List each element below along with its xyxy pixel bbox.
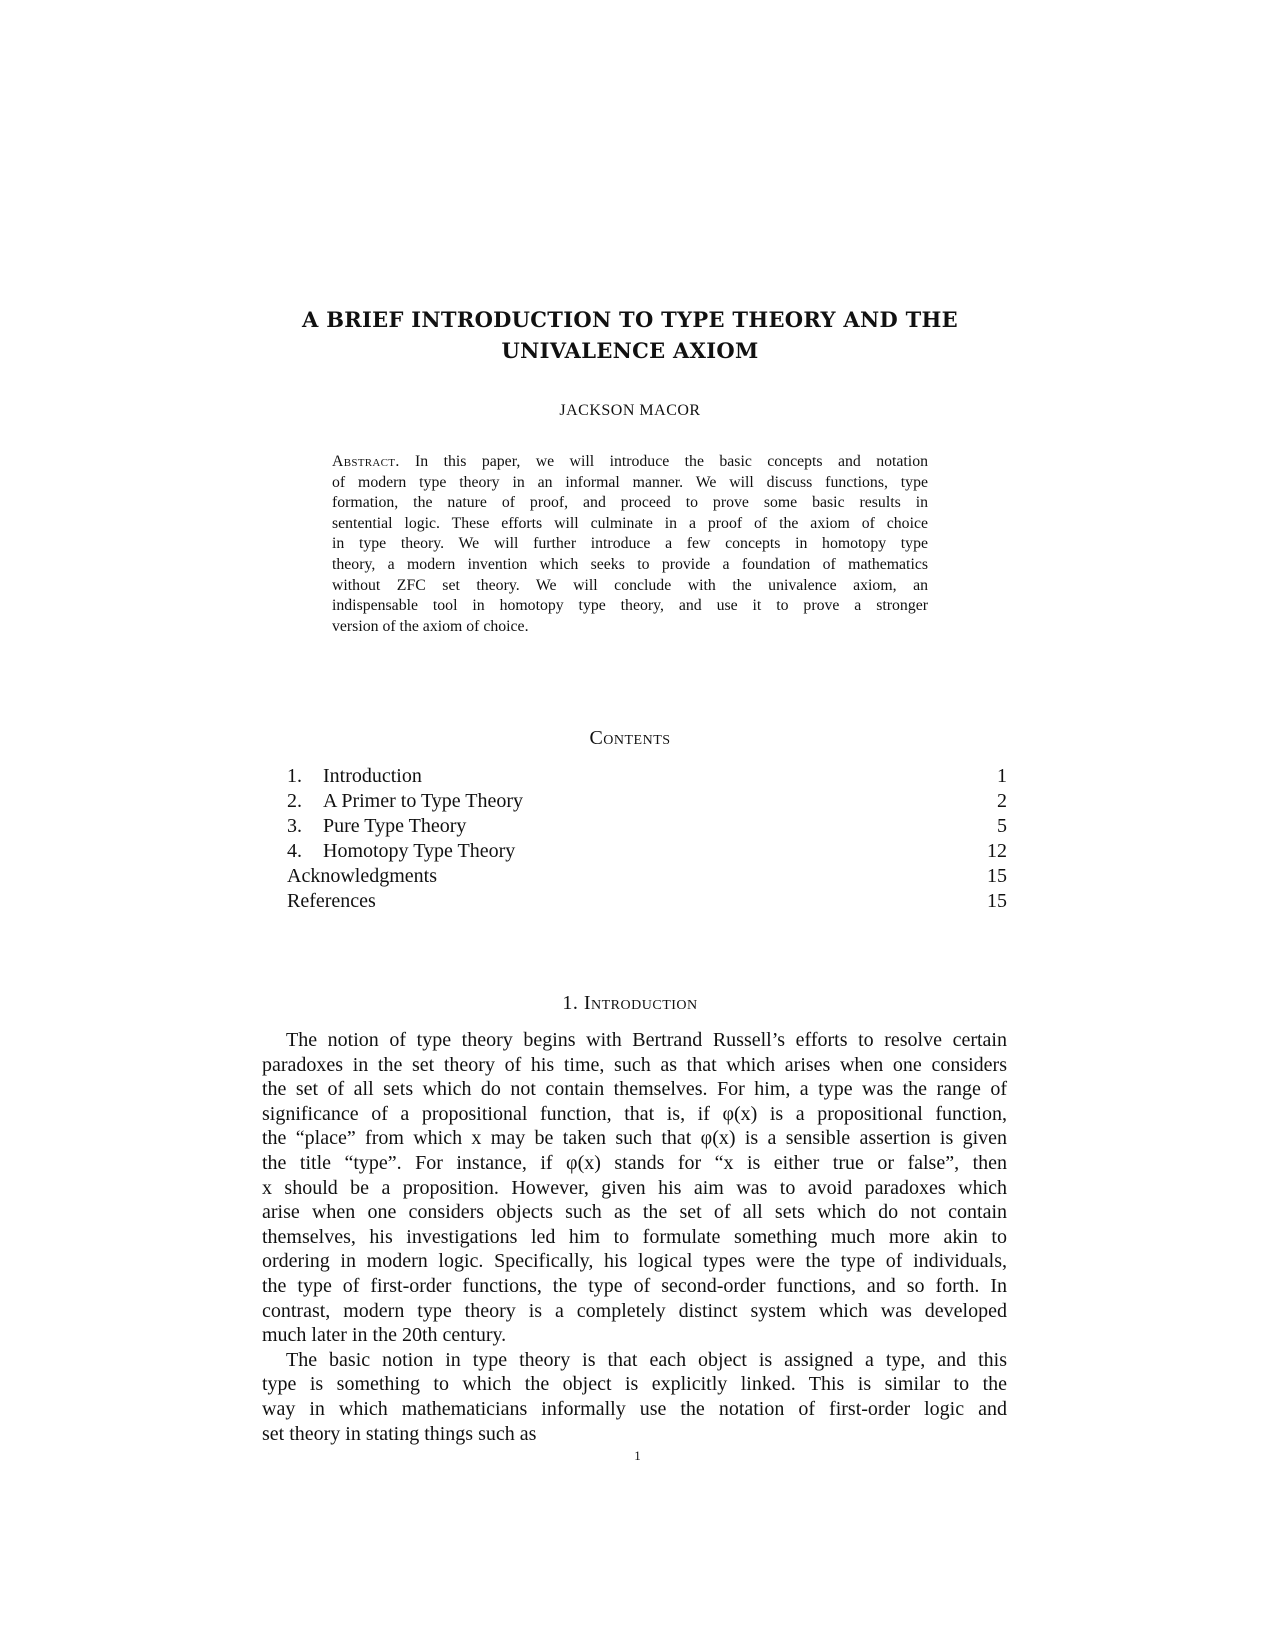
toc-entry-introduction[interactable]	[287, 764, 1007, 789]
title-line-1: A BRIEF INTRODUCTION TO TYPE THEORY AND THE	[302, 307, 958, 332]
toc-label: Homotopy Type Theory	[323, 840, 516, 862]
toc-page-number: 12	[987, 840, 1007, 862]
abstract-line: indispensable tool in homotopy type theory, and use it to prove a stronger	[332, 597, 928, 615]
toc-number: 1.	[287, 765, 302, 787]
toc-entry-acknowledgments[interactable]	[287, 864, 1007, 889]
contents-heading: Contents	[589, 727, 671, 749]
body-line: much later in the 20th century.	[262, 1324, 507, 1347]
author-name: JACKSON MACOR	[559, 402, 701, 419]
toc-page-number: 15	[987, 890, 1007, 912]
toc-number: 2.	[287, 790, 302, 812]
abstract-line: of modern type theory in an informal manner. We will discuss functions, type	[332, 473, 928, 491]
toc-entry-references[interactable]	[287, 889, 1007, 914]
abstract	[332, 452, 928, 637]
section-number: 1.	[562, 992, 579, 1014]
toc-entry-primer[interactable]	[287, 789, 1007, 814]
toc-entry-pure-type-theory[interactable]	[287, 814, 1007, 839]
abstract-line: theory, a modern invention which seeks to provide a foundation of mathematics	[332, 555, 928, 573]
page-number: 1	[634, 1448, 641, 1463]
body-line: the “place” from which x may be taken such that φ(x) is a sensible assertion is given	[262, 1127, 1007, 1150]
section-heading-introduction	[250, 992, 1010, 1015]
toc-number: 3.	[287, 815, 302, 837]
body-line: significance of a propositional function, that is, if φ(x) is a propositional function,	[262, 1102, 1007, 1125]
body-line: arise when one considers objects such as the set of all sets which do not contain	[262, 1201, 1007, 1224]
abstract-line: in type theory. We will further introduce a few concepts in homotopy type	[332, 535, 928, 553]
toc-label: A Primer to Type Theory	[323, 790, 524, 812]
abstract-line: sentential logic. These efforts will culminate in a proof of the axiom of choice	[332, 514, 928, 532]
abstract-label: Abstract.	[332, 453, 400, 470]
title-line-2: UNIVALENCE AXIOM	[501, 338, 759, 363]
body-line: the title “type”. For instance, if φ(x) stands for “x is either true or false”, then	[262, 1151, 1007, 1174]
table-of-contents	[287, 764, 1007, 914]
body-line: x should be a proposition. However, given his aim was to avoid paradoxes which	[262, 1176, 1007, 1199]
paper-title	[250, 304, 1010, 366]
section-title: Introduction	[583, 992, 698, 1014]
body-line: set theory in stating things such as	[262, 1422, 537, 1445]
body-line: themselves, his investigations led him to formulate something much more akin to	[262, 1225, 1007, 1248]
abstract-line: version of the axiom of choice.	[332, 617, 529, 635]
toc-label: Pure Type Theory	[323, 815, 467, 837]
body-line: ordering in modern logic. Specifically, his logical types were the type of individuals,	[262, 1250, 1007, 1273]
section-body	[262, 1028, 1007, 1446]
toc-page-number: 1	[997, 765, 1007, 787]
toc-label: Acknowledgments	[287, 865, 437, 887]
toc-number: 4.	[287, 840, 302, 862]
toc-entry-homotopy-type-theory[interactable]	[287, 839, 1007, 864]
body-line: The notion of type theory begins with Bertrand Russell’s efforts to resolve certain	[286, 1029, 1007, 1051]
body-line: the set of all sets which do not contain themselves. For him, a type was the range of	[262, 1078, 1007, 1101]
body-line: the type of first-order functions, the type of second-order functions, and so forth. In	[262, 1274, 1007, 1297]
body-line: paradoxes in the set theory of his time, such as that which arises when one considers	[262, 1053, 1007, 1076]
abstract-line: without ZFC set theory. We will conclude with the univalence axiom, an	[332, 576, 928, 594]
body-line: way in which mathematicians informally use the notation of first-order logic and	[262, 1397, 1007, 1420]
toc-label: References	[287, 890, 376, 912]
toc-page-number: 15	[987, 865, 1007, 887]
abstract-line: formation, the nature of proof, and proceed to prove some basic results in	[332, 494, 928, 512]
toc-label: Introduction	[323, 765, 422, 787]
toc-page-number: 2	[997, 790, 1007, 812]
body-line: contrast, modern type theory is a completely distinct system which was developed	[262, 1299, 1007, 1322]
body-line: type is something to which the object is explicitly linked. This is similar to the	[262, 1373, 1007, 1396]
abstract-line: Abstract. In this paper, we will introduce the basic concepts and notation	[332, 453, 928, 470]
body-line: The basic notion in type theory is that each object is assigned a type, and this	[286, 1348, 1007, 1371]
toc-page-number: 5	[997, 815, 1007, 837]
